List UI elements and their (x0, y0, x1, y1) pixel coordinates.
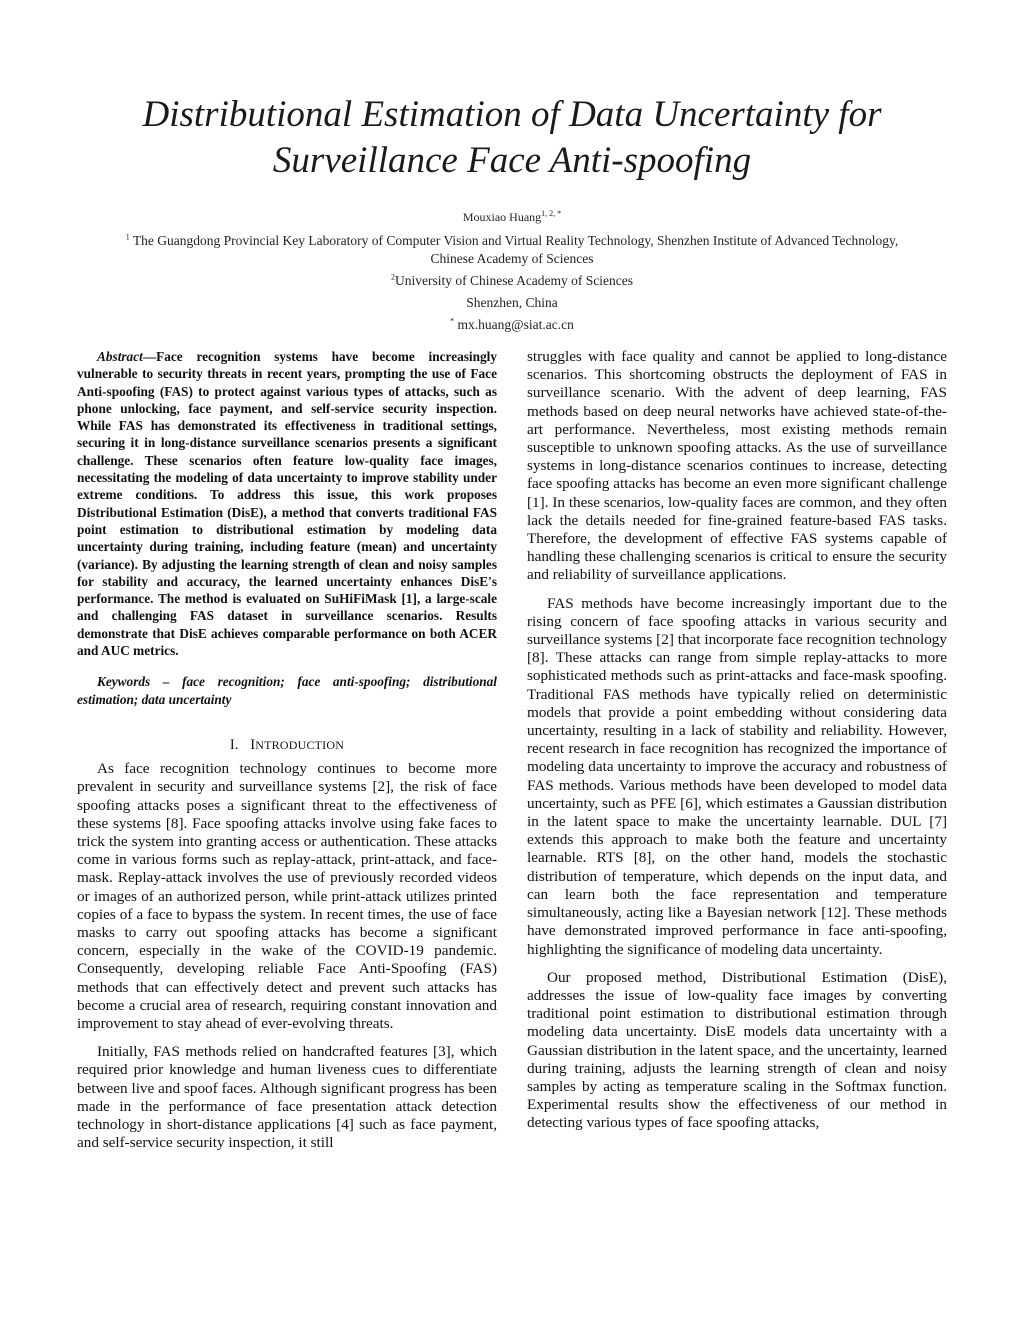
title-line-1: Distributional Estimation of Data Uncertainty for (142, 94, 882, 135)
abstract-dash: — (142, 349, 157, 364)
author-name: Mouxiao Huang (462, 210, 542, 224)
paragraph-5: Our proposed method, Distributional Estimation (DisE), addresses the issue of low-quality face images by converting traditional point estimation to distributional estimation through modeling data uncertainty. DisE models data uncertainty with a Gaussian distribution in the latent space, and the uncertainty, learned during training, adjusts the learning strength of clean and noisy samples by acting as temperature scaling in the Softmax function. Experimental results show the effectiveness of our method in detecting various types of face spoofing attacks, (527, 968, 947, 1132)
section-title-initial: I (250, 736, 256, 753)
section-heading-introduction (77, 736, 497, 754)
affiliation-2-superscript: 2 (390, 272, 395, 282)
affiliation-1-superscript: 1 (125, 232, 130, 242)
paper-title (60, 92, 964, 184)
email: mx.huang@siat.ac.cn (457, 317, 574, 332)
section-title-rest: NTRODUCTION (255, 737, 345, 752)
title-line-2: Surveillance Face Anti-spoofing (272, 140, 752, 181)
affiliation-1 (60, 232, 964, 250)
author-line (60, 208, 964, 226)
affiliation-2 (60, 272, 964, 290)
paragraph-1: As face recognition technology continues to become more prevalent in security and surveillance systems [2], the risk of face spoofing attacks poses a significant threat to the effectiveness of these systems [8]. Face spoofing attacks involve using fake faces to trick the system into granting access or authentication. These attacks come in various forms such as replay-attack, print-attack, and face-mask. Replay-attack involves the use of previously recorded videos or images of an authorized person, while print-attack utilizes printed copies of a face to bypass the system. In recent times, the use of face masks to carry out spoofing attacks has become a significant concern, especially in the wake of the COVID-19 pandemic. Consequently, developing reliable Face Anti-Spoofing (FAS) methods that can effectively detect and prevent such attacks has become a crucial area of research, requiring constant innovation and improvement to stay ahead of ever-evolving threats. (77, 760, 497, 1032)
author-block (60, 208, 964, 334)
author-superscript: 1, 2, * (541, 209, 562, 218)
right-column (527, 348, 947, 1143)
abstract-label: Abstract (97, 349, 143, 364)
email-line (60, 316, 964, 334)
affiliation-2-text: University of Chinese Academy of Sciences (394, 273, 634, 288)
paragraph-2: Initially, FAS methods relied on handcrafted features [3], which required prior knowledge and human liveness cues to differentiate between live and spoof faces. Although significant progress has been made in the performance of face presentation attack detection technology in short-distance applications [4] such as face payment, and self-service security inspection, it still (77, 1043, 497, 1152)
left-column (77, 348, 497, 1162)
abstract-text: Face recognition systems have become increasingly vulnerable to security threats in recent years, prompting the use of Face Anti-spoofing (FAS) to protect against various types of attacks, such as phone unlocking, face payment, and self-service security inspection. While FAS has demonstrated its effectiveness in traditional settings, securing it in long-distance surveillance scenarios presents a significant challenge. These scenarios often feature low-quality face images, necessitating the modeling of data uncertainty to improve stability under extreme conditions. To address this issue, this work proposes Distributional Estimation (DisE), a method that converts traditional FAS point estimation to distributional estimation by modeling data uncertainty during training, including feature (mean) and uncertainty (variance). By adjusting the learning strength of clean and noisy samples for stability and accuracy, the learned uncertainty enhances DisE's performance. The method is evaluated on SuHiFiMask [1], a large-scale and challenging FAS dataset in surveillance scenarios. Results demonstrate that DisE achieves comparable performance on both ACER and AUC metrics. (77, 349, 497, 659)
paragraph-4: FAS methods have become increasingly important due to the rising concern of face spoofing attacks in various security and surveillance systems [2] that incorporate face recognition technology [8]. These attacks can range from simple replay-attacks to more sophisticated methods such as print-attacks and face-mask spoofing. Traditional FAS methods have typically relied on deterministic models that provide a point embedding without considering data uncertainty, resulting in a lack of stability and reliability. However, recent research in face recognition has recognized the importance of modeling data uncertainty to improve the accuracy and robustness of FAS methods. Various methods have been developed to model data uncertainty, such as PFE [6], which estimates a Gaussian distribution in the latent space to make the uncertainty learnable. DUL [7] extends this approach to make both the feature and uncertainty learnable. RTS [8], on the other hand, models the stochastic distribution of temperature, which depends on the input data, and can learn both the face representation and temperature simultaneously, acting like a Bayesian network [12]. These methods have demonstrated improved performance in face anti-spoofing, highlighting the significance of modeling data uncertainty. (527, 594, 947, 958)
location: Shenzhen, China (466, 295, 558, 310)
affiliation-1-line-2: Chinese Academy of Sciences (430, 251, 594, 266)
abstract (77, 348, 497, 659)
email-superscript: * (450, 316, 455, 326)
affiliation-1-line-1: The Guangdong Provincial Key Laboratory of Computer Vision and Virtual Reality Technology, Shenzhen Institute of Advanced Technology, (132, 233, 899, 248)
section-number: I. (229, 736, 239, 753)
paragraph-3: struggles with face quality and cannot be applied to long-distance scenarios. This shortcoming obstructs the deployment of FAS in surveillance scenario. With the advent of deep learning, FAS methods based on deep neural networks have achieved state-of-the-art performance. Nevertheless, most existing methods remain susceptible to unknown spoofing attacks. As the use of surveillance systems in long-distance scenarios continues to increase, detecting face spoofing attacks has become an even more significant challenge [1]. In these scenarios, low-quality faces are common, and they often lack the details needed for fine-grained feature-based FAS tasks. Therefore, the development of effective FAS systems capable of handling these challenging scenarios is critical to ensure the security and reliability of surveillance applications. (527, 348, 947, 584)
keywords: Keywords – face recognition; face anti-spoofing; distributional estimation; data uncertainty (77, 674, 497, 707)
